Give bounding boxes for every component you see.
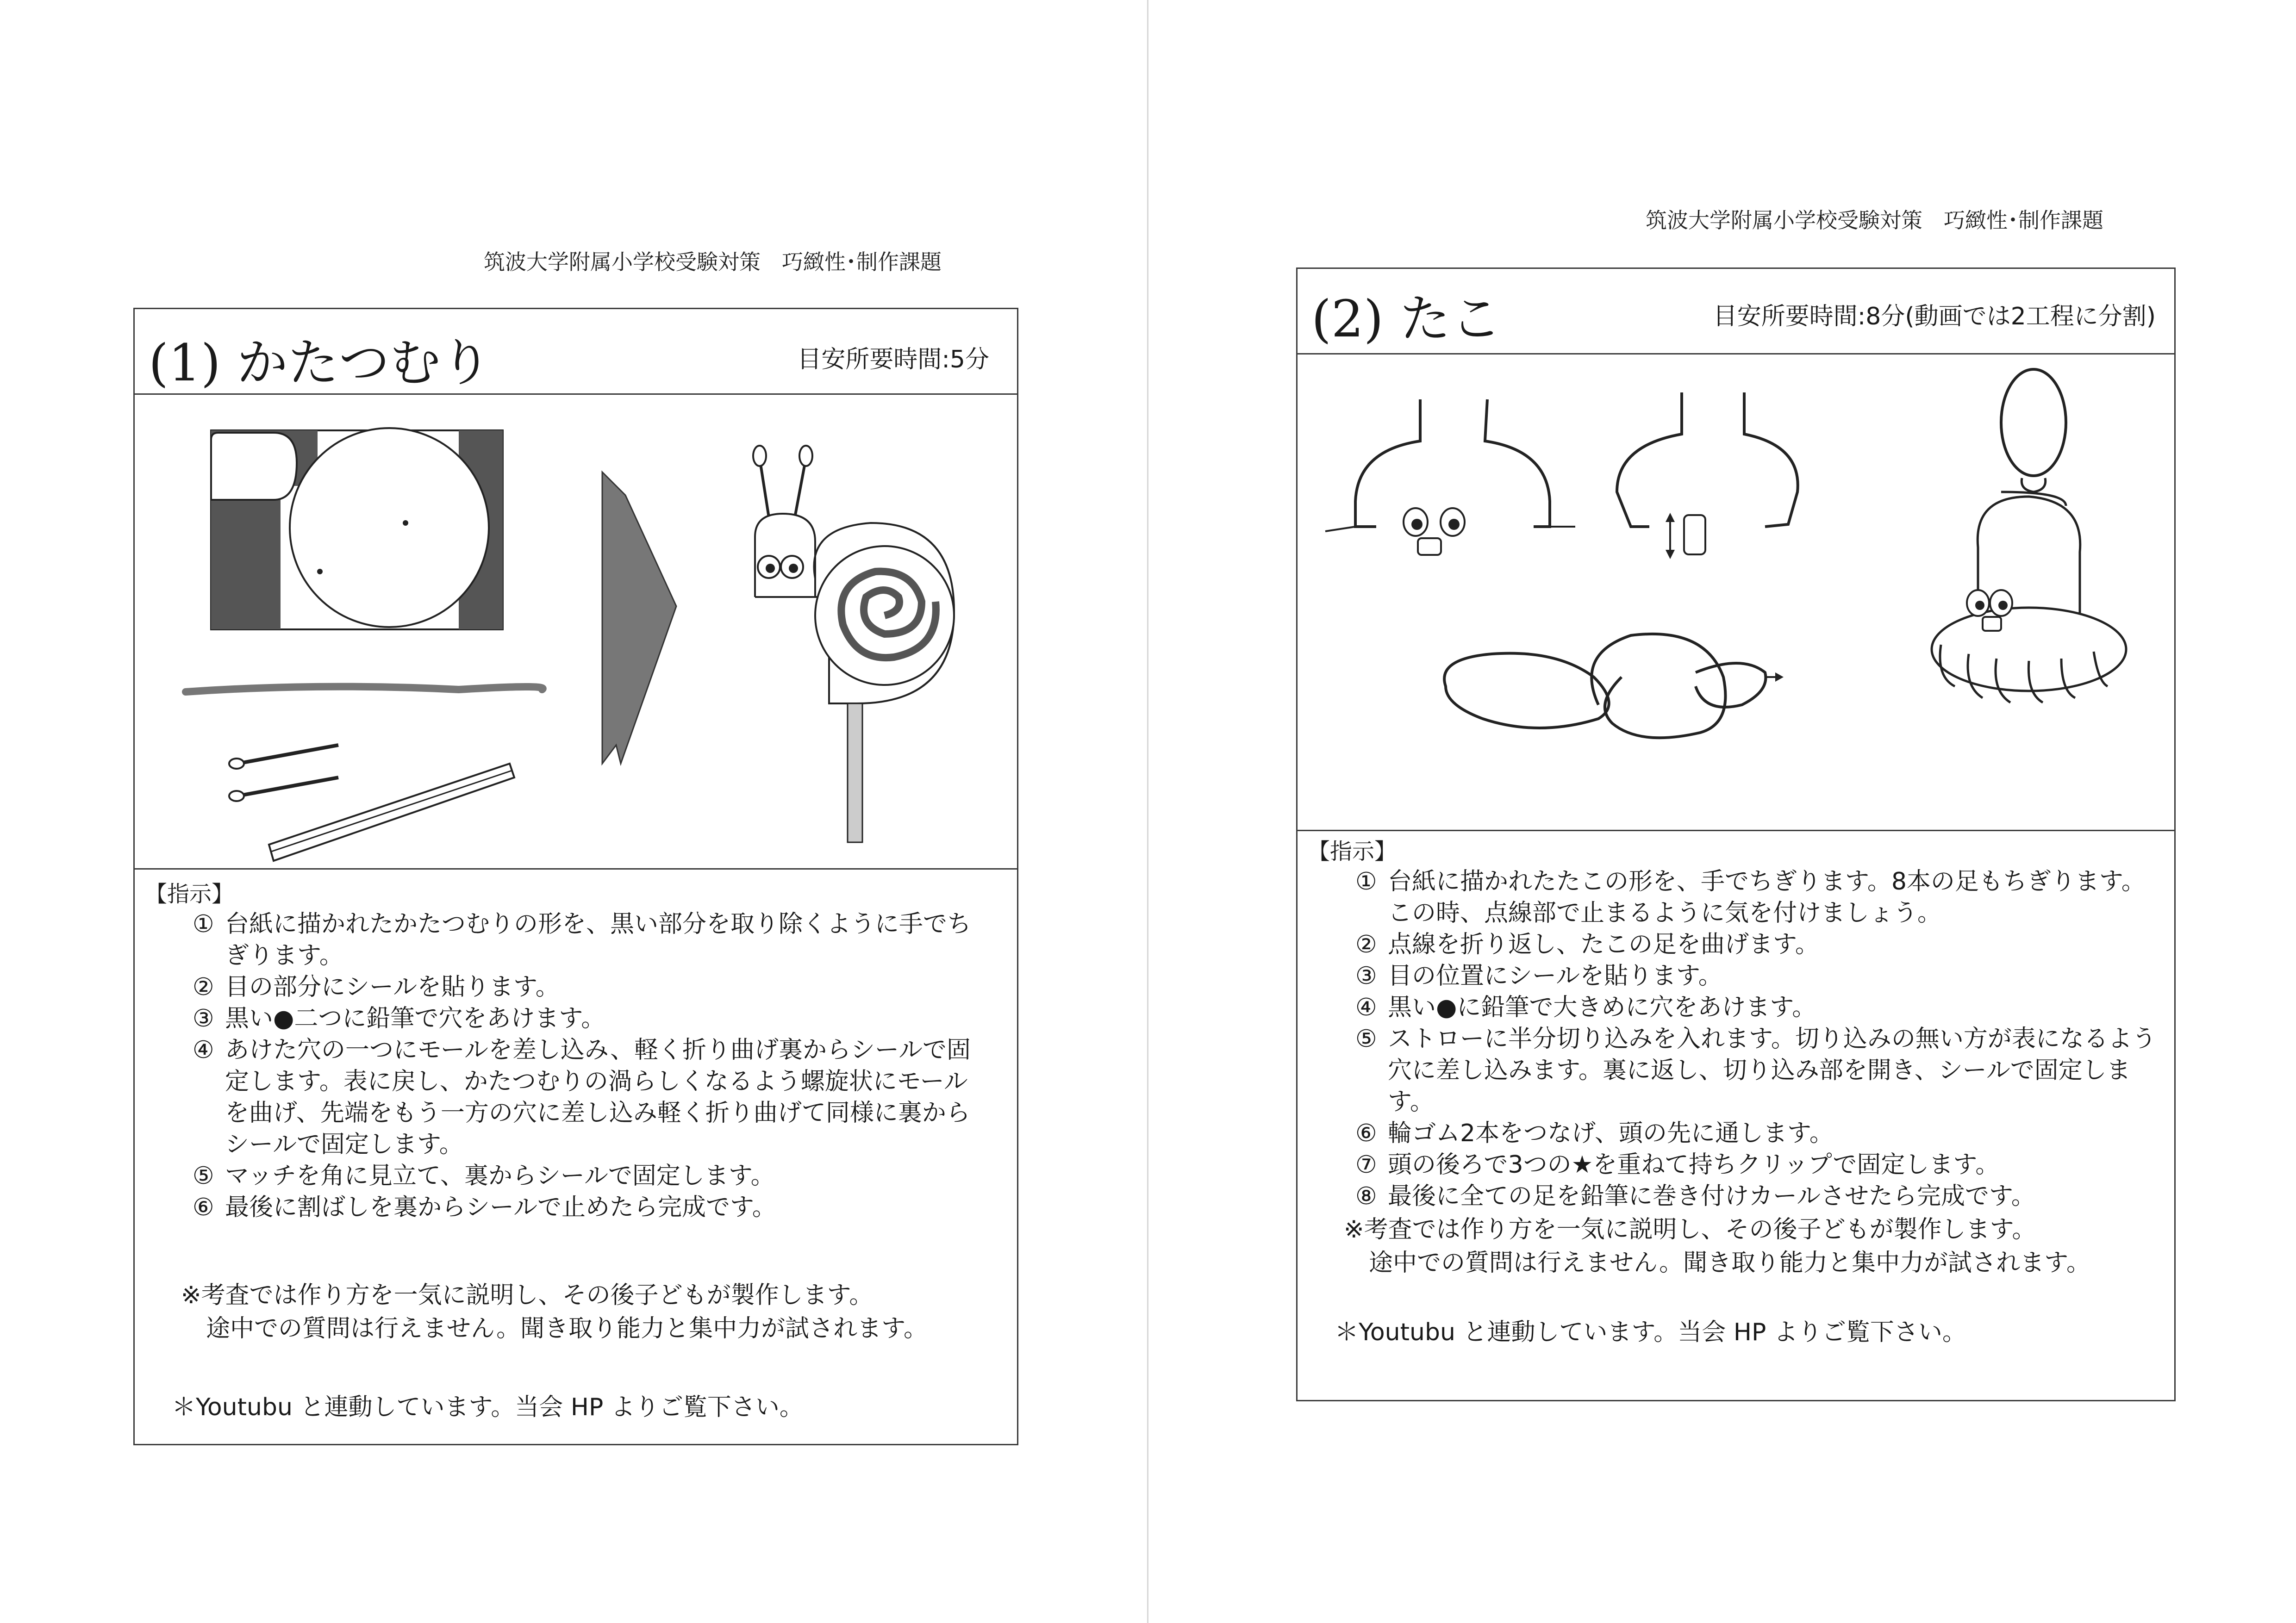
instruction-number: ① [193, 910, 214, 938]
snail-materials-drawing [135, 393, 1017, 868]
snail-illustration [135, 393, 1017, 870]
arrow-right-icon [1775, 672, 1784, 682]
instruction-item [193, 908, 989, 971]
instruction-item [193, 971, 989, 1003]
right-page-header: 筑波大学附属小学校受験対策 巧緻性･制作課題 [1646, 208, 2103, 233]
instruction-text: 輪ゴム2本をつなげ、頭の先に通します。 [1388, 1119, 1834, 1147]
exam-note-line1: ※考査では作り方を一気に説明し、その後子どもが製作します。 [1344, 1216, 2036, 1244]
octopus-task-card [1296, 267, 2176, 1401]
instruction-item [1355, 1149, 2156, 1181]
octopus-card-header [1298, 269, 2174, 354]
octopus-instructions-label: 【指示】 [1308, 839, 1397, 864]
instruction-item [1355, 1118, 2156, 1149]
snail-template-sheet [211, 428, 503, 629]
instruction-number: ② [1355, 931, 1377, 958]
instruction-number: ④ [193, 1036, 214, 1064]
instruction-text: 目の位置にシールを貼ります。 [1388, 962, 1722, 990]
exam-note-line1: ※考査では作り方を一気に説明し、その後子どもが製作します。 [181, 1281, 873, 1309]
pipe-cleaner [186, 687, 543, 692]
instruction-text: 黒い●二つに鉛筆で穴をあけます。 [225, 1005, 605, 1032]
instruction-text: ストローに半分切り込みを入れます。切り込みの無い方が表になるよう穴に差し込みます。裏に返し、切り込み部を開き、シールで固定します。 [1388, 1025, 2156, 1116]
snail-exam-note [181, 1279, 928, 1345]
instruction-item [1355, 1023, 2156, 1118]
instruction-item [193, 1003, 989, 1034]
rubber-bands [1444, 634, 1784, 738]
finished-octopus [1932, 369, 2126, 703]
snail-instructions-label: 【指示】 [145, 881, 234, 907]
octopus-illustration [1298, 353, 2174, 831]
instruction-number: ③ [1355, 962, 1377, 990]
instruction-text: 最後に割ばしを裏からシールで止めたら完成です。 [225, 1194, 776, 1221]
instruction-number: ⑦ [1355, 1151, 1377, 1179]
instruction-number: ③ [193, 1005, 214, 1032]
octopus-card-title: (2) たこ [1311, 289, 1502, 348]
page-fold-divider [1147, 0, 1148, 1623]
octopus-materials-drawing [1298, 353, 2174, 830]
instruction-text: あけた穴の一つにモールを差し込み、軽く折り曲げ裏からシールで固定します。表に戻し、かたつむりの渦らしくなるよう螺旋状にモールを曲げ、先端をもう一方の穴に差し込み軽く折り曲げて同様に裏からシールで固定します。 [225, 1036, 971, 1158]
octopus-youtube-note: ＊Youtubu と連動しています。当会 HP よりご覧下さい。 [1335, 1318, 1966, 1346]
instruction-item [1355, 1181, 2156, 1212]
instruction-text: 台紙に描かれたかたつむりの形を、黒い部分を取り除くように手でちぎります。 [225, 910, 972, 970]
instruction-text: 台紙に描かれたたこの形を、手でちぎります。8本の足もちぎります。この時、点線部で止まるように気を付けましょう。 [1388, 868, 2146, 927]
snail-instructions-list [193, 908, 989, 1223]
octopus-template-front [1325, 399, 1575, 555]
process-arrow-icon [602, 472, 676, 764]
snail-time-estimate: 目安所要時間:5分 [797, 346, 989, 373]
instruction-text: 黒い●に鉛筆で大きめに穴をあけます。 [1388, 994, 1816, 1021]
left-page-header: 筑波大学附属小学校受験対策 巧緻性･制作課題 [484, 249, 942, 274]
instruction-text: 点線を折り返し、たこの足を曲げます。 [1388, 931, 1819, 958]
instruction-number: ⑥ [1355, 1119, 1377, 1147]
snail-youtube-note: ＊Youtubu と連動しています。当会 HP よりご覧下さい。 [172, 1393, 804, 1421]
octopus-exam-note [1344, 1213, 2090, 1280]
chopsticks [269, 764, 514, 861]
exam-note-line2: 途中での質問は行えません。聞き取り能力と集中力が試されます。 [1369, 1249, 2090, 1277]
instruction-item [1355, 992, 2156, 1023]
instruction-number: ④ [1355, 994, 1377, 1021]
instruction-number: ⑧ [1355, 1182, 1377, 1210]
instruction-item [193, 1034, 989, 1160]
octopus-template-back [1617, 392, 1798, 559]
instruction-number: ⑥ [193, 1194, 214, 1221]
instruction-number: ① [1355, 868, 1377, 895]
instruction-number: ⑤ [193, 1162, 214, 1190]
instruction-text: 目の部分にシールを貼ります。 [225, 973, 560, 1001]
instruction-item [1355, 960, 2156, 992]
snail-card-header [135, 309, 1017, 395]
octopus-time-estimate: 目安所要時間:8分(動画では2工程に分割) [1713, 303, 2156, 330]
instruction-number: ⑤ [1355, 1025, 1377, 1053]
instruction-text: マッチを角に見立て、裏からシールで固定します。 [225, 1162, 775, 1190]
snail-task-card [133, 308, 1018, 1445]
instruction-item [1355, 929, 2156, 960]
instruction-item [193, 1192, 989, 1223]
octopus-instructions-list [1355, 866, 2156, 1212]
instruction-text: 最後に全ての足を鉛筆に巻き付けカールさせたら完成です。 [1388, 1182, 2035, 1210]
exam-note-line2: 途中での質問は行えません。聞き取り能力と集中力が試されます。 [206, 1315, 928, 1343]
finished-snail [753, 446, 954, 842]
instruction-text: 頭の後ろで3つの★を重ねて持ちクリップで固定します。 [1388, 1151, 2000, 1179]
instruction-item [1355, 866, 2156, 929]
snail-card-title: (1) かたつむり [149, 333, 492, 392]
instruction-number: ② [193, 973, 214, 1001]
matchsticks [229, 745, 338, 801]
instruction-item [193, 1160, 989, 1192]
